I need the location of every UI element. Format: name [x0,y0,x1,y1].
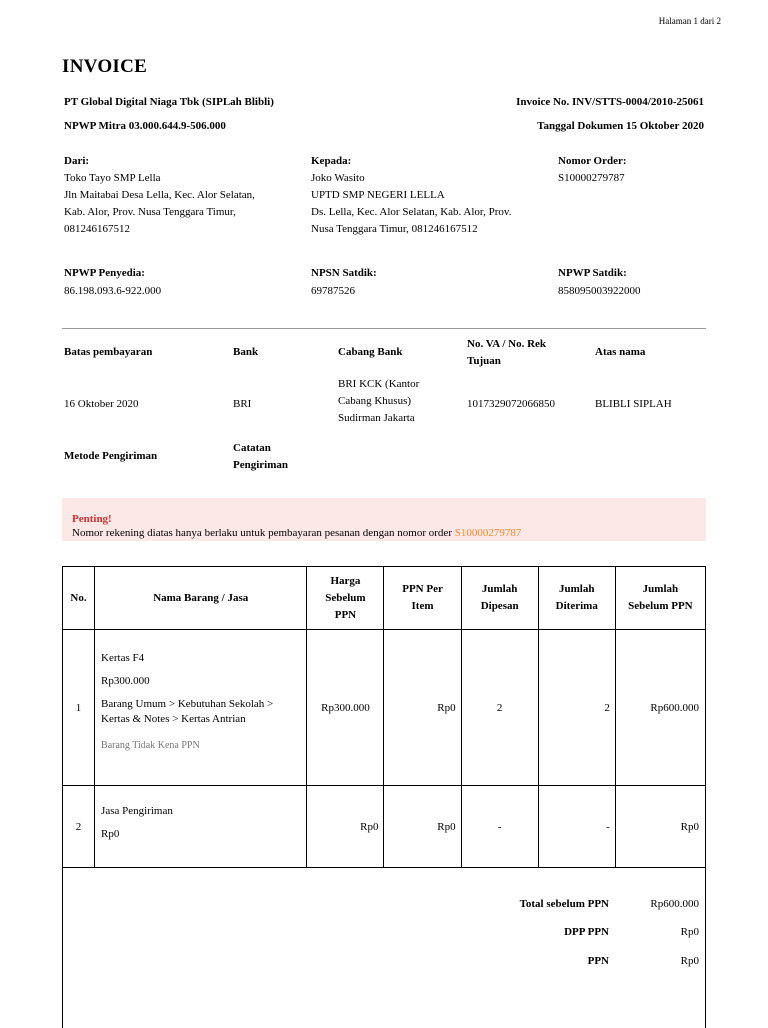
shipping-note-label-line: Catatan [233,442,271,454]
payment-header-deadline: Batas pembayaran [64,346,153,358]
col-header-tax-line: PPN Per [402,583,443,595]
divider [62,328,706,329]
npwp-mitra: NPWP Mitra 03.000.644.9-506.000 [64,120,226,132]
cell-item [95,786,307,868]
notice-order-number: S10000279787 [454,527,522,539]
totals-section [62,868,706,1028]
npwp-penyedia-label: NPWP Penyedia: [64,267,145,279]
from-line: Toko Tayo SMP Lella [64,172,161,184]
order-label: Nomor Order: [558,155,627,167]
col-header-ordered [461,567,538,630]
items-table [62,566,706,868]
to-line: Joko Wasito [311,172,365,184]
cell-no: 1 [63,630,95,786]
npsn-satdik-value: 69787526 [311,285,355,297]
cell-tax: Rp0 [384,630,461,786]
payment-header-va-line: No. VA / No. Rek [467,338,547,350]
payment-va-number: 1017329072066850 [467,398,555,410]
col-header-received-line: Jumlah [559,583,595,595]
ppn-value: Rp0 [680,955,699,967]
col-header-received-line: Diterima [555,600,598,612]
col-header-no: No. [63,567,95,630]
payment-branch-line: Sudirman Jakarta [338,412,415,424]
cell-item [95,630,307,786]
col-header-subtotal-line: Sebelum PPN [628,600,693,612]
page-number: Halaman 1 dari 2 [658,16,721,26]
to-line: UPTD SMP NEGERI LELLA [311,189,445,201]
from-label: Dari: [64,155,90,167]
payment-deadline: 16 Oktober 2020 [64,398,139,410]
col-header-subtotal [615,567,705,630]
item-category-line: Kertas & Notes > Kertas Antrian [101,713,246,725]
payment-header-account-name: Atas nama [595,346,646,358]
item-price: Rp0 [101,828,120,840]
cell-ordered: - [461,786,538,868]
total-before-tax-value: Rp600.000 [650,898,699,910]
cell-subtotal: Rp600.000 [615,630,705,786]
npwp-satdik-section [558,265,641,300]
payment-branch-line: Cabang Khusus) [338,395,412,407]
dpp-ppn-label: DPP PPN [564,926,609,938]
notice-title: Penting! [72,513,112,525]
cell-ordered: 2 [461,630,538,786]
item-name: Jasa Pengiriman [101,805,173,817]
col-header-price-line: Harga [330,574,361,587]
seller-name: PT Global Digital Niaga Tbk (SIPLah Blibli) [64,96,274,108]
item-category [101,697,306,727]
col-header-price-line: Sebelum [325,591,366,604]
col-header-price-line: PPN [334,608,357,621]
order-section [558,153,708,187]
npwp-penyedia-value: 86.198.093.6-922.000 [64,285,162,297]
npwp-penyedia-section [64,265,161,300]
npsn-satdik-label: NPSN Satdik: [311,267,377,279]
total-before-tax-label: Total sebelum PPN [519,898,609,910]
payment-header-branch: Cabang Bank [338,346,403,358]
col-header-subtotal-line: Jumlah [642,583,679,595]
to-label: Kepada: [311,155,352,167]
npwp-satdik-label: NPWP Satdik: [558,267,627,279]
item-tax-note: Barang Tidak Kena PPN [101,740,200,751]
cell-received: - [538,786,615,868]
order-value: S10000279787 [558,172,625,184]
col-header-price [307,567,384,630]
payment-header-va [467,336,546,370]
payment-branch [338,376,419,427]
cell-received: 2 [538,630,615,786]
notice-text [72,527,521,539]
payment-account-name: BLIBLI SIPLAH [595,398,672,410]
notice-message: Nomor rekening diatas hanya berlaku untuk pembayaran pesanan dengan nomor order [72,527,455,539]
dpp-ppn-value: Rp0 [680,926,699,938]
npsn-satdik-section [311,265,377,300]
from-line: Jln Maitabai Desa Lella, Kec. Alor Selatan, [64,189,255,201]
from-line: 081246167512 [64,223,130,235]
cell-price: Rp300.000 [307,630,384,786]
to-line: Nusa Tenggara Timur, 081246167512 [311,223,478,235]
from-line: Kab. Alor, Prov. Nusa Tenggara Timur, [64,206,236,218]
shipping-method-label: Metode Pengiriman [64,450,158,462]
to-line: Ds. Lella, Kec. Alor Selatan, Kab. Alor, Prov. [311,206,512,218]
page-title: INVOICE [62,56,148,77]
col-header-ordered-line: Jumlah [481,583,518,595]
cell-price: Rp0 [307,786,384,868]
npwp-satdik-value: 858095003922000 [558,285,641,297]
shipping-note-label-line: Pengiriman [233,459,288,471]
item-price: Rp300.000 [101,675,150,687]
document-date: Tanggal Dokumen 15 Oktober 2020 [537,120,704,132]
table-row [63,786,706,868]
payment-header-bank: Bank [233,346,259,358]
col-header-tax [384,567,461,630]
item-name: Kertas F4 [101,652,145,664]
invoice-number: Invoice No. INV/STTS-0004/2010-25061 [516,96,704,108]
payment-branch-line: BRI KCK (Kantor [338,378,420,390]
cell-subtotal: Rp0 [615,786,705,868]
ppn-label: PPN [587,955,609,967]
to-section [311,153,551,238]
cell-tax: Rp0 [384,786,461,868]
item-category-line: Barang Umum > Kebutuhan Sekolah > [101,698,274,710]
payment-header-va-line: Tujuan [467,355,501,367]
col-header-ordered-line: Dipesan [480,600,519,612]
table-header-row [63,567,706,630]
col-header-tax-line: Item [411,600,434,612]
payment-bank: BRI [233,398,252,410]
cell-no: 2 [63,786,95,868]
shipping-note-label [233,440,288,474]
table-row [63,630,706,786]
col-header-received [538,567,615,630]
from-section [64,153,304,238]
col-header-name: Nama Barang / Jasa [95,567,307,630]
important-notice [62,498,706,541]
